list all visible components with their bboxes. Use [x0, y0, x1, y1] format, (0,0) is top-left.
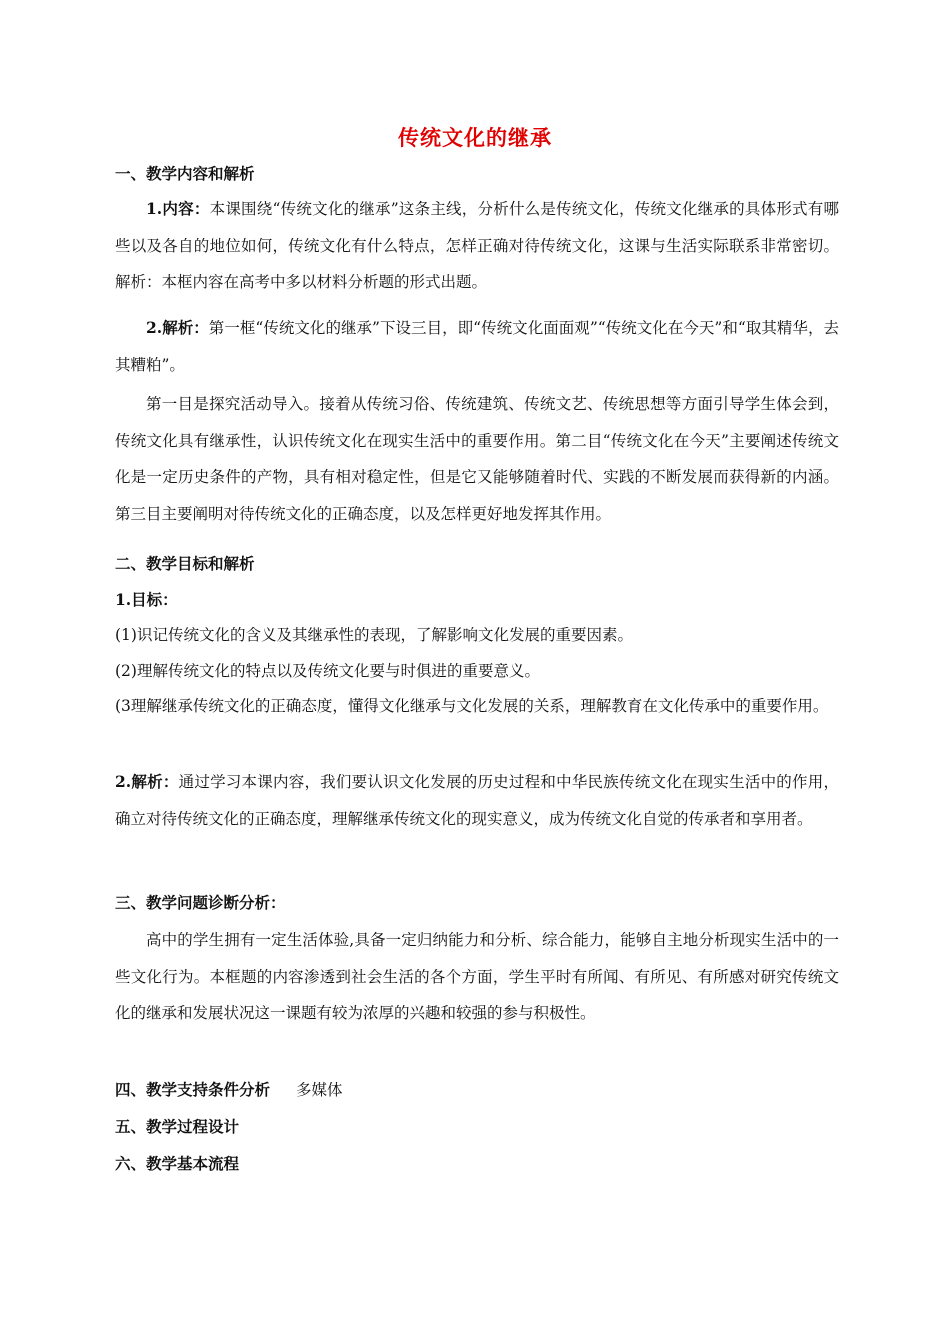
section-heading-basic-flow: 六、教学基本流程 [115, 1154, 240, 1173]
section-heading-process-design: 五、教学过程设计 [115, 1117, 240, 1136]
content-paragraph [115, 191, 839, 301]
section-heading-diagnosis: 三、教学问题诊断分析： [115, 893, 286, 912]
support-value: 多媒体 [296, 1081, 343, 1099]
analysis-paragraph [115, 310, 839, 383]
goals-analysis-text: 通过学习本课内容，我们要认识文化发展的历史过程和中华民族传统文化在现实生活中的作用，确立对待传统文化的正确态度，理解继承传统文化的现实意义，成为传统文化自觉的传承者和享用者。 [115, 773, 839, 828]
support-heading-label: 四、教学支持条件分析 [115, 1080, 271, 1099]
goal-item-2: (2)理解传统文化的特点以及传统文化要与时俱进的重要意义。 [115, 662, 540, 680]
content-label: 1.内容： [146, 199, 210, 218]
content-text: 本课围绕“传统文化的继承”这条主线，分析什么是传统文化，传统文化继承的具体形式有哪些以及各自的地位如何，传统文化有什么特点，怎样正确对待传统文化，这课与生活实际联系非常密切。解析：本框内容在高考中多以材料分析题的形式出题。 [115, 200, 839, 292]
section-heading-goals: 二、教学目标和解析 [115, 554, 255, 573]
document-title: 传统文化的继承 [398, 125, 552, 150]
analysis-text: 第一框“传统文化的继承”下设三目，即“传统文化面面观”“传统文化在今天”和“取其精华，去其糟粕”。 [115, 319, 839, 374]
section-heading-support [115, 1080, 343, 1100]
diagnosis-paragraph: 高中的学生拥有一定生活体验,具备一定归纳能力和分析、综合能力，能够自主地分析现实生活中的一些文化行为。本框题的内容渗透到社会生活的各个方面，学生平时有所闻、有所见、有所感对研究传统文化的继承和发展状况这一课题有较为浓厚的兴趣和较强的参与积极性。 [115, 931, 839, 1023]
goal-item-3: (3理解继承传统文化的正确态度，懂得文化继承与文化发展的关系，理解教育在文化传承中的重要作用。 [115, 697, 829, 715]
analysis-label: 2.解析： [146, 318, 209, 337]
goals-analysis-label: 2.解析： [115, 772, 179, 791]
goals-label: 1.目标： [115, 590, 178, 609]
goal-item-1: (1)识记传统文化的含义及其继承性的表现，了解影响文化发展的重要因素。 [115, 626, 633, 644]
topics-paragraph: 第一目是探究活动导入。接着从传统习俗、传统建筑、传统文艺、传统思想等方面引导学生体会到，传统文化具有继承性，认识传统文化在现实生活中的重要作用。第二目“传统文化在今天”主要阐述传统文化是一定历史条件的产物，具有相对稳定性，但是它又能够随着时代、实践的不断发展而获得新的内涵。第三目主要阐明对待传统文化的正确态度，以及怎样更好地发挥其作用。 [115, 395, 839, 523]
goals-analysis-paragraph [115, 764, 839, 837]
section-heading-content: 一、教学内容和解析 [115, 164, 255, 183]
